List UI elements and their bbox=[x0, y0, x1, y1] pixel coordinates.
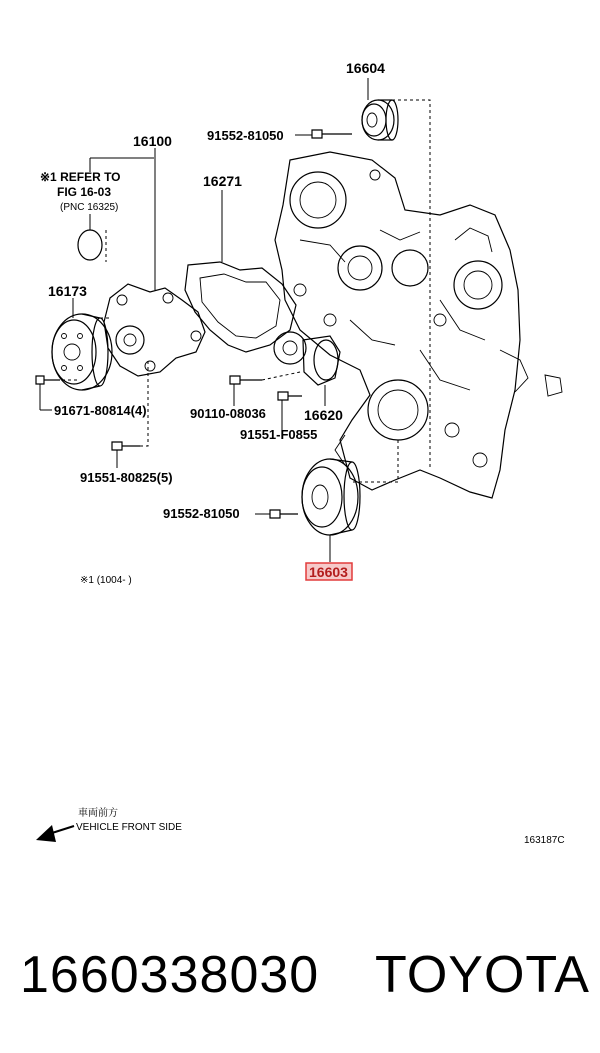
alignment-dashes bbox=[62, 100, 430, 482]
label-bolt-91551f: 91551-F0855 bbox=[240, 427, 318, 442]
product-caption bbox=[20, 935, 590, 1015]
pump-pulley-16173-drawing bbox=[52, 314, 112, 390]
direction-jp: 車両前方 bbox=[78, 808, 118, 819]
label-16173: 16173 bbox=[48, 283, 87, 299]
refer-note-line3: (PNC 16325) bbox=[60, 202, 119, 213]
label-16620: 16620 bbox=[304, 407, 343, 423]
label-16271: 16271 bbox=[203, 173, 242, 189]
direction-en: VEHICLE FRONT SIDE bbox=[76, 822, 182, 833]
refer-note-line2: FIG 16-03 bbox=[57, 185, 112, 199]
label-bolt-bottom: 91552-81050 bbox=[163, 506, 240, 521]
caption-brand: TOYOTA bbox=[375, 946, 590, 1004]
idler-pulley-16603-drawing bbox=[302, 459, 360, 535]
caption-part-number: 1660338030 bbox=[20, 946, 320, 1004]
label-16604: 16604 bbox=[346, 60, 385, 76]
vehicle-front-arrow-icon bbox=[36, 825, 74, 842]
label-bolt-91551: 91551-80825(5) bbox=[80, 470, 173, 485]
o-ring-drawing bbox=[78, 230, 102, 260]
water-pump-16100-drawing bbox=[104, 284, 205, 376]
refer-note-line1: ※1 REFER TO bbox=[40, 170, 121, 184]
label-bolt-90110: 90110-08036 bbox=[190, 406, 266, 421]
figure-code: 163187C bbox=[524, 835, 565, 846]
timing-cover-drawing bbox=[275, 152, 562, 498]
label-bolt-16671: 91671-80814(4) bbox=[54, 403, 147, 418]
label-16100: 16100 bbox=[133, 133, 172, 149]
label-16603: 16603 bbox=[309, 564, 348, 580]
leader-lines bbox=[40, 78, 368, 562]
tensioner-16620-drawing bbox=[274, 332, 340, 385]
idler-pulley-16604-drawing bbox=[362, 100, 398, 140]
label-bolt-top: 91552-81050 bbox=[207, 128, 284, 143]
footnote: ※1 (1004- ) bbox=[80, 575, 132, 586]
